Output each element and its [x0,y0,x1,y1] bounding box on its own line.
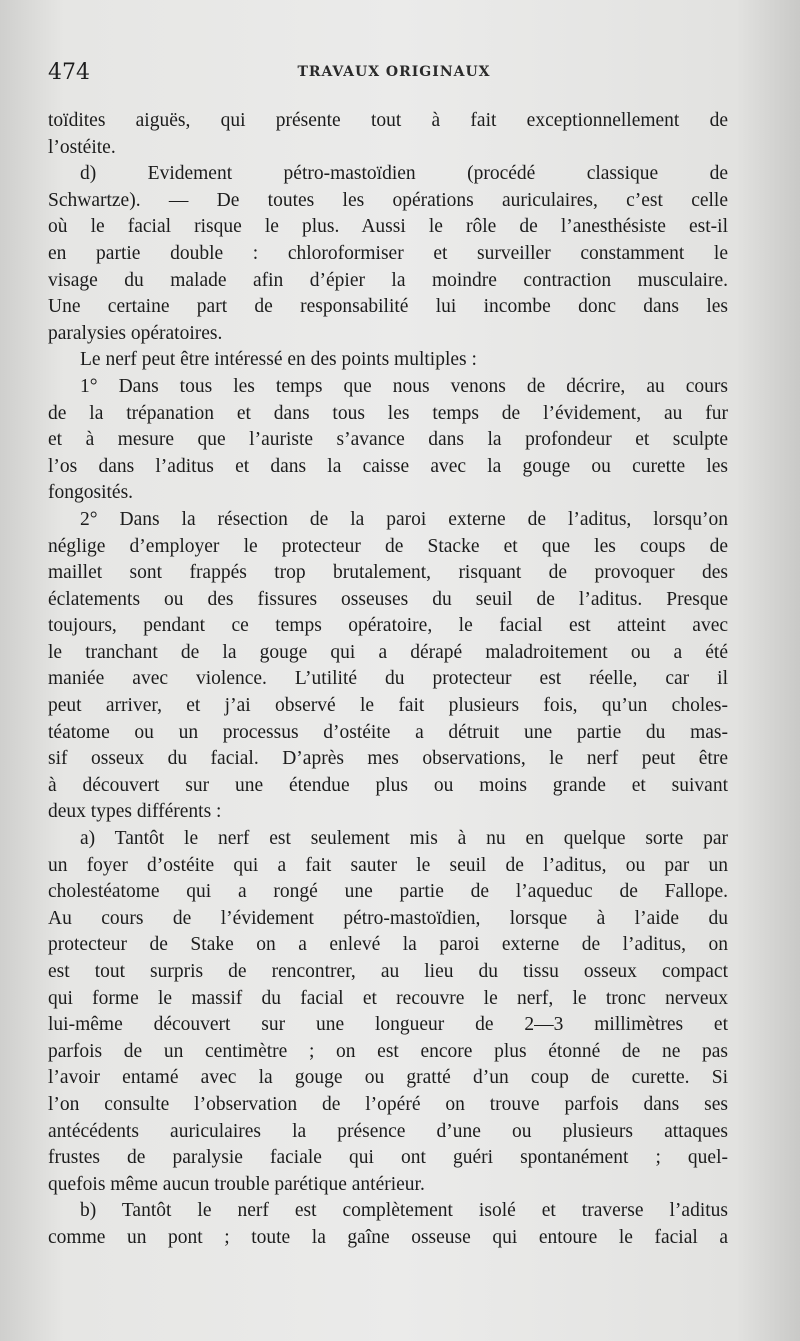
text-line: en partie double : chloroformiser et surveiller constamment le [48,242,728,264]
text-line: Le nerf peut être intéressé en des points multiples : [80,349,477,371]
text-line: Schwartze). — De toutes les opérations auriculaires, c’est celle [48,189,728,211]
text-line: Au cours de l’évidement pétro-mastoïdien, lorsque à l’aide du [48,907,728,929]
text-line: d) Evidement pétro-mastoïdien (procédé classique de [80,163,728,185]
text-line: néglige d’employer le protecteur de Stacke et que les coups de [48,535,728,557]
text-line: protecteur de Stake on a enlevé la paroi externe de l’aditus, on [48,934,728,956]
text-line: maillet sont frappés trop brutalement, risquant de provoquer des [48,562,728,584]
text-line: peut arriver, et j’ai observé le fait plusieurs fois, qu’un choles- [48,695,728,717]
text-line: de la trépanation et dans tous les temps de l’évidement, au fur [48,402,728,424]
text-line: 1° Dans tous les temps que nous venons de décrire, au cours [80,375,728,397]
text-line: et à mesure que l’auriste s’avance dans la profondeur et sculpte [48,429,728,451]
text-line: est tout surpris de rencontrer, au lieu du tissu osseux compact [48,961,728,982]
text-line: quefois même aucun trouble parétique antérieur. [48,1173,425,1195]
text-line: l’on consulte l’observation de l’opéré on trouve parfois dans ses [48,1093,728,1115]
text-line: cholestéatome qui a rongé une partie de l’aqueduc de Fallope. [48,881,728,903]
text-line: un foyer d’ostéite qui a fait sauter le seuil de l’aditus, ou par un [48,854,728,876]
text-line: l’avoir entamé avec la gouge ou gratté d’un coup de curette. Si [48,1067,728,1089]
text-line: l’ostéite. [48,136,116,158]
page-header [48,60,740,90]
text-line: téatome ou un processus d’ostéite a détruit une partie du mas- [48,721,728,743]
text-line: lui-même découvert sur une longueur de 2—3 millimètres et [48,1014,728,1036]
text-line: qui forme le massif du facial et recouvre le nerf, le tronc nerveux [48,987,728,1009]
running-head: TRAVAUX ORIGINAUX [297,64,491,80]
text-line: où le facial risque le plus. Aussi le rôle de l’anesthésiste est-il [48,216,728,238]
text-line: Une certaine part de responsabilité lui incombe donc dans les [48,296,728,318]
text-line: l’os dans l’aditus et dans la caisse avec la gouge ou curette les [48,455,728,477]
text-line: 2° Dans la résection de la paroi externe de l’aditus, lorsqu’on [80,508,728,530]
text-line: paralysies opératoires. [48,322,223,344]
body-text [48,108,728,1252]
text-line: le tranchant de la gouge qui a dérapé maladroitement ou a été [48,641,728,663]
text-line: éclatements ou des fissures osseuses du seuil de l’aditus. Presque [48,588,728,610]
text-line: maniée avec violence. L’utilité du protecteur est réelle, car il [48,668,728,690]
text-line: parfois de un centimètre ; on est encore plus étonné de ne pas [48,1040,728,1062]
text-line: deux types différents : [48,801,222,823]
text-line: à découvert sur une étendue plus ou moins grande et suivant [48,774,728,796]
text-line: antécédents auriculaires la présence d’une ou plusieurs attaques [48,1120,728,1142]
text-line: toujours, pendant ce temps opératoire, le facial est atteint avec [48,615,728,637]
text-line: fongosités. [48,482,134,504]
text-line: frustes de paralysie faciale qui ont guéri spontanément ; quel- [48,1147,728,1169]
text-line: toïdites aiguës, qui présente tout à fait exceptionnellement de [48,110,728,131]
text-line: sif osseux du facial. D’après mes observations, le nerf peut être [48,748,728,770]
text-line: b) Tantôt le nerf est complètement isolé et traverse l’aditus [80,1200,728,1222]
text-line: comme un pont ; toute la gaîne osseuse qui entoure le facial a [48,1226,728,1248]
text-line: visage du malade afin d’épier la moindre contraction musculaire. [48,269,728,291]
page-number: 474 [48,60,90,85]
text-line: a) Tantôt le nerf est seulement mis à nu en quelque sorte par [80,828,728,850]
